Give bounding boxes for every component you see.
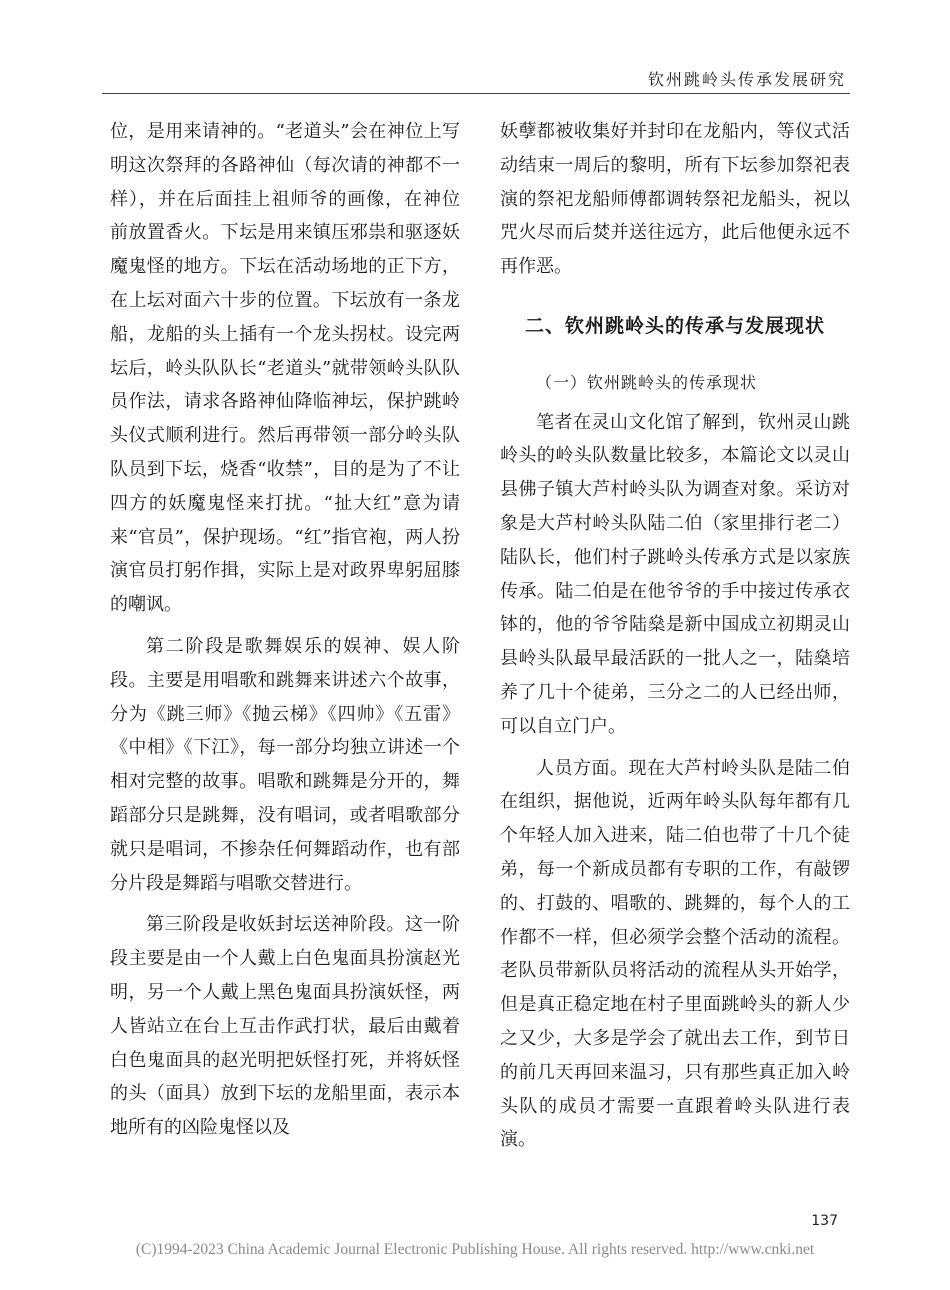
header-divider <box>102 93 850 94</box>
left-column <box>110 115 460 1145</box>
page-number: 137 <box>811 1213 838 1229</box>
paragraph-stage-three: 第三阶段是收妖封坛送神阶段。这一阶段主要是由一个人戴上白色鬼面具扮演赵光明，另一个人戴上黑色鬼面具扮演妖怪，两人皆站立在台上互击作武打状，最后由戴着白色鬼面具的赵光明把妖怪打死，并将妖怪的头（面具）放到下坛的龙船里面，表示本地所有的凶险鬼怪以及 <box>110 914 460 1139</box>
section-heading: 二、钦州跳岭头的传承与发展现状 <box>524 314 825 337</box>
running-title: 钦州跳岭头传承发展研究 <box>647 70 846 89</box>
paragraph-continued-right: 妖孽都被收集好并封印在龙船内，等仪式活动结束一周后的黎明，所有下坛参加祭祀表演的祭祀龙船师傅都调转祭祀龙船头，祝以咒火尽而后焚并送往远方，此后他便永远不再作恶。 <box>500 121 850 278</box>
paragraph-personnel: 人员方面。现在大芦村岭头队是陆二伯在组织，据他说，近两年岭头队每年都有几个年轻人加入进来，陆二伯也带了十几个徒弟，每一个新成员都有专职的工作，有敲锣的、打鼓的、唱歌的、跳舞的，每个人的工作都不一样，但必须学会整个活动的流程。老队员带新队员将活动的流程从头开始学，但是真正稳定地在村子里面跳岭头的新人少之又少，大多是学会了就出去工作，到节日的前几天再回来温习，只有那些真正加入岭头队的成员才需要一直跟着岭头队进行表演。 <box>500 757 850 1151</box>
subsection-heading: （一）钦州跳岭头的传承现状 <box>536 372 758 392</box>
right-column <box>500 115 850 1157</box>
paragraph-stage-two: 第二阶段是歌舞娱乐的娱神、娱人阶段。主要是用唱歌和跳舞来讲述六个故事，分为《跳三师》《抛云梯》《四帅》《五雷》《中相》《下江》，每一部分均独立讲述一个相对完整的故事。唱歌和跳舞是分开的，舞蹈部分只是跳舞，没有唱词，或者唱歌部分就只是唱词，不掺杂任何舞蹈动作，也有部分片段是舞蹈与唱歌交替进行。 <box>110 635 460 894</box>
copyright-notice: (C)1994-2023 China Academic Journal Electronic Publishing House. All rights reserved. http://www.cnki.net <box>135 1241 815 1258</box>
paragraph-continued: 位，是用来请神的。“老道头”会在神位上写明这次祭拜的各路神仙（每次请的神都不一样），并在后面挂上祖师爷的画像，在神位前放置香火。下坛是用来镇压邪祟和驱逐妖魔鬼怪的地方。下坛在活动场地的正下方，在上坛对面六十步的位置。下坛放有一条龙船，龙船的头上插有一个龙头拐杖。设完两坛后，岭头队队长“老道头”就带领岭头队队员作法，请求各路神仙降临神坛，保护跳岭头仪式顺利进行。然后再带领一部分岭头队队员到下坛，烧香“收禁”，目的是为了不让四方的妖魔鬼怪来打扰。“扯大红”意为请来“官员”，保护现场。“红”指官袍，两人扮演官员打躬作揖，实际上是对政界卑躬屈膝的嘲讽。 <box>110 121 460 616</box>
paragraph-inheritance: 笔者在灵山文化馆了解到，钦州灵山跳岭头的岭头队数量比较多，本篇论文以灵山县佛子镇大芦村岭头队为调查对象。采访对象是大芦村岭头队陆二伯（家里排行老二）陆队长，他们村子跳岭头传承方式是以家族传承。陆二伯是在他爷爷的手中接过传承衣钵的，他的爷爷陆燊是新中国成立初期灵山县岭头队最早最活跃的一批人之一，陆燊培养了几十个徒弟，三分之二的人已经出师，可以自立门户。 <box>500 411 850 737</box>
